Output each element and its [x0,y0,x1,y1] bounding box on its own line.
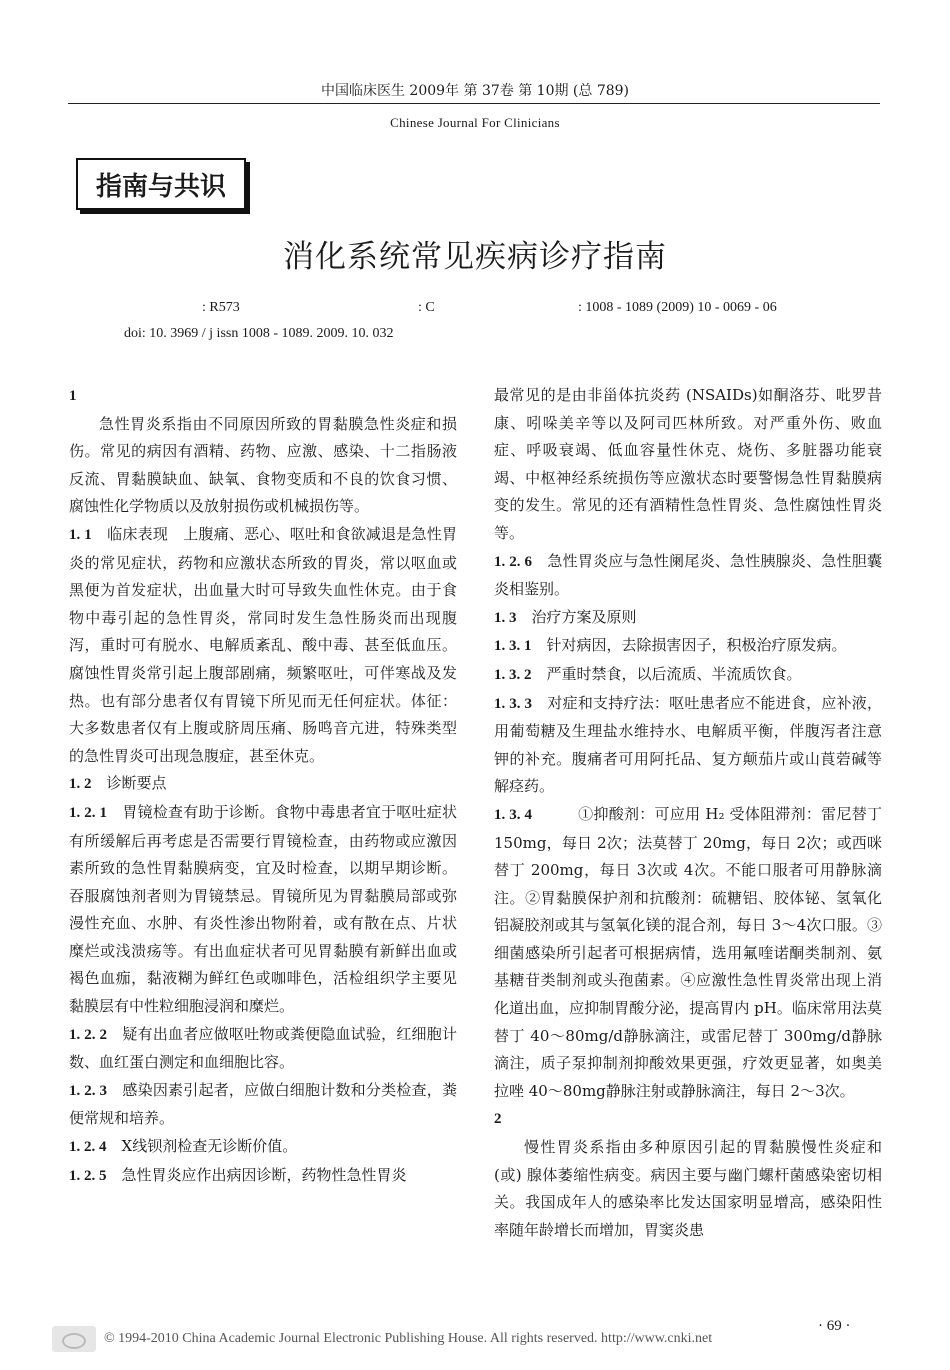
paragraph-text: 临床表现 上腹痛、恶心、呕吐和食欲减退是急性胃炎的常见症状，药物和应激状态所致的胃炎，常以呕血或黑便为首发症状，出血量大时可导致失血性休克。由于食物中毒引起的急性胃炎，常同时发生急性肠炎而出现腹泻，重时可有脱水、电解质紊乱、酸中毒、甚至低血压。腐蚀性胃炎常引起上腹部剧痛，频繁呕吐，可伴寒战及发热。也有部分患者仅有胃镜下所见而无任何症状。体征：大多数患者仅有上腹或脐周压痛、肠鸣音亢进，特殊类型的急性胃炎可出现急腹症，甚至休克。 [69,524,457,765]
paragraph [69,382,457,411]
footer [52,1326,712,1352]
paragraph-text: 急性胃炎系指由不同原因所致的胃黏膜急性炎症和损伤。常见的病因有酒精、药物、应激、感染、十二指肠液反流、胃黏膜缺血、缺氧、食物变质和不良的饮食习惯、腐蚀性化学物质以及放射损伤或机械损伤等。 [69,414,457,516]
right-column [494,382,882,1244]
section-number: 2 [494,1111,502,1128]
paragraph-text: 对症和支持疗法：呕吐患者应不能进食，应补液，用葡萄糖及生理盐水维持水、电解质平衡，伴腹泻者注意钾的补充。腹痛者可用阿托品、复方颠茄片或山莨菪碱等解痉药。 [494,693,882,796]
paragraph [494,1105,882,1134]
cnki-logo-icon [52,1326,96,1352]
section-number: 1. 2. 3 [69,1082,107,1099]
section-number: 1. 3. 2 [494,666,532,683]
section-number: 1. 3. 4 [494,806,533,823]
paragraph [69,411,457,521]
paragraph [494,632,882,661]
paragraph [494,548,882,604]
section-number: 1. 2. 5 [69,1167,107,1184]
header-rule [68,103,880,104]
paragraph [494,382,882,548]
section-number: 1. 2. 4 [69,1139,107,1156]
page-number: · 69 · [818,1318,851,1334]
paragraph-text: 严重时禁食，以后流质、半流质饮食。 [546,664,802,683]
paragraph [69,1133,457,1162]
section-number: 1. 2 [69,776,92,793]
paragraph [69,1077,457,1133]
paragraph [494,604,882,633]
paragraph [494,801,882,1106]
journal-header: 中国临床医生 2009年 第 37卷 第 10期 (总 789) [320,83,630,99]
document-code: : C [418,300,435,315]
paragraph-text: 治疗方案及原则 [531,607,637,626]
paragraph-text: 诊断要点 [106,774,167,793]
section-number: 1. 2. 1 [69,804,107,821]
section-number: 1. 2. 6 [494,553,532,570]
journal-header-english: Chinese Journal For Clinicians [390,115,560,130]
section-number: 1. 3. 1 [494,638,532,655]
paragraph-text: X线钡剂检查无诊断价值。 [121,1137,298,1156]
paragraph [69,1162,457,1191]
left-column [69,382,457,1190]
paragraph [494,661,882,690]
paragraph [69,1021,457,1077]
section-number: 1. 2. 2 [69,1026,107,1043]
paragraph-text: 急性胃炎应与急性阑尾炎、急性胰腺炎、急性胆囊炎相鉴别。 [494,551,882,599]
article-title: 消化系统常见疾病诊疗指南 [283,239,667,275]
section-number: 1. 1 [69,526,92,543]
doi: doi: 10. 3969 / j issn 1008 - 1089. 2009. 10. 032 [124,326,394,341]
paragraph [494,1134,882,1244]
paragraph [494,690,882,801]
section-number: 1. 3 [494,609,517,626]
paragraph-text: ①抑酸剂：可应用 H₂ 受体阻滞剂：雷尼替丁 150mg，每日 2次；法莫替丁 20mg，每日 2次；或西咪替丁 200mg，每日 3次或 4次。不能口服者可用静脉滴注。②胃黏膜保护剂和抗酸剂：硫糖铝、胶体铋、氢氧化铝凝胶剂或其与氢氧化镁的混合剂，每日 3～4次口服。③细菌感染所引起者可根据病情，选用氟喹诺酮类制剂、氨基糖苷类制剂或头孢菌素。④应激性急性胃炎常出现上消化道出血，应抑制胃酸分泌，提高胃内 pH。临床常用法莫替丁 40～80mg/d静脉滴注，或雷尼替丁 300mg/d静脉滴注，质子泵抑制剂抑酸效果更强，疗效更显著，如奥美拉唑 40～80mg静脉注射或静脉滴注，每日 2～3次。 [494,804,883,1100]
article-id: : 1008 - 1089 (2009) 10 - 0069 - 06 [578,300,777,315]
section-box [76,158,246,210]
paragraph-text: 疑有出血者应做呕吐物或粪便隐血试验，红细胞计数、血红蛋白测定和血细胞比容。 [69,1024,457,1072]
paragraph-text: 胃镜检查有助于诊断。食物中毒患者宜于呕吐症状有所缓解后再考虑是否需要行胃镜检查，由药物或应激因素所致的急性胃黏膜病变，宜及时检查，以期早期诊断。吞服腐蚀剂者则为胃镜禁忌。胃镜所见为胃黏膜局部或弥漫性充血、水肿、有炎性渗出物附着，或有散在点、片状糜烂或浅溃疡等。有出血症状者可见胃黏膜有新鲜出血或褐色血痂，黏液糊为鲜红色或咖啡色，活检组织学主要见黏膜层有中性粒细胞浸润和糜烂。 [69,802,457,1016]
paragraph [69,770,457,799]
paragraph-text: 针对病因，去除损害因子，积极治疗原发病。 [546,636,847,655]
paragraph-text: 慢性胃炎系指由多种原因引起的胃黏膜慢性炎症和 (或) 腺体萎缩性病变。病因主要与幽门螺杆菌感染密切相关。我国成年人的感染率比发达国家明显增高，感染阳性率随年龄增长而增加，胃窦炎患 [494,1138,882,1239]
paragraph-text: 最常见的是由非甾体抗炎药 (NSAIDs)如酮洛芬、吡罗昔康、吲哚美辛等以及阿司匹林所致。对严重外伤、败血症、呼吸衰竭、低血容量性休克、烧伤、多脏器功能衰竭、中枢神经系统损伤等应激状态时要警惕急性胃黏膜病变的发生。常见的还有酒精性急性胃炎、急性腐蚀性胃炎等。 [494,386,882,542]
footer-text: © 1994-2010 China Academic Journal Electronic Publishing House. All rights reserved. http://www.cnki.net [104,1331,713,1346]
clc-number: : R573 [202,300,240,315]
section-number: 1 [69,388,77,404]
paragraph-text: 感染因素引起者，应做白细胞计数和分类检查，粪便常规和培养。 [69,1080,457,1128]
paragraph [69,799,457,1021]
paragraph [69,521,457,770]
section-number: 1. 3. 3 [494,695,532,712]
paragraph-text: 急性胃炎应作出病因诊断，药物性急性胃炎 [121,1165,407,1184]
section-label: 指南与共识 [95,171,226,202]
